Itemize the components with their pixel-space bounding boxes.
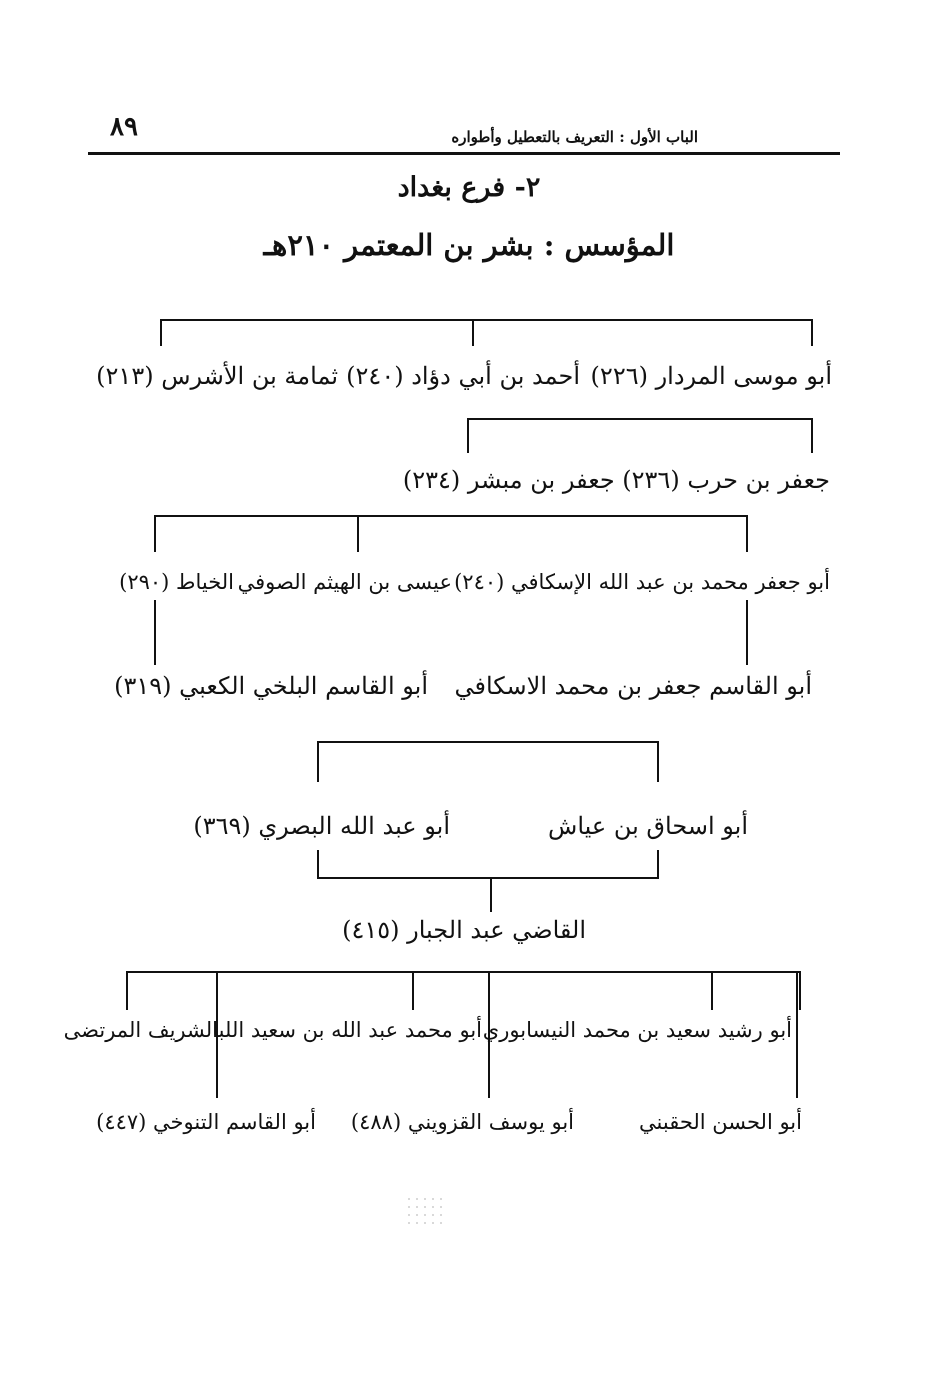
scan-speckle [405,1195,445,1225]
name-abu-musa-mirdar: أبو موسى المردار (٢٢٦) [590,362,832,390]
name-abu-abdullah-basri: أبو عبد الله البصري (٣٦٩) [193,812,450,840]
running-title: الباب الأول : التعريف بالتعطيل وأطواره [451,128,698,146]
name-jafar-harb-mubashir: جعفر بن حرب (٢٣٦) جعفر بن مبشر (٢٣٤) [402,466,830,494]
name-abu-qasim-tanukhi: أبو القاسم التنوخي (٤٤٧) [96,1110,316,1134]
bracket-gen5-top [318,742,658,782]
section-title: ٢- فرع بغداد [397,172,541,203]
name-abu-rashid-nisaburi: أبو رشيد سعيد بن محمد النيسابوري [482,1018,792,1042]
name-thumama-ibn-ashras: ثمامة بن الأشرس (٢١٣) [96,362,338,390]
bracket-gen5-bottom [318,850,658,912]
name-balkhi-kabi: أبو القاسم البلخي الكعبي (٣١٩) [114,672,428,700]
bracket-gen2 [468,419,812,453]
name-abul-hasan-haqbani: أبو الحسن الحقبني [639,1110,802,1134]
name-ahmad-ibn-abi-duad: أحمد بن أبي دؤاد (٢٤٠) [346,362,580,390]
name-abu-jafar-iskafi: أبو جعفر محمد بن عبد الله الإسكافي (٢٤٠) [454,570,830,594]
bracket-gen1 [161,320,812,346]
name-abu-ishaq-ibn-ayyash: أبو اسحاق بن عياش [548,812,748,840]
name-abu-yusuf-qazwini: أبو يوسف القزويني (٤٨٨) [350,1110,574,1134]
name-abu-qasim-iskafi: أبو القاسم جعفر بن محمد الاسكافي [454,672,812,700]
page-number: ٨٩ [110,112,138,142]
name-sharif-murtada: الشريف المرتضى [63,1018,218,1042]
name-qadi-abd-al-jabbar: القاضي عبد الجبار (٤١٥) [342,916,586,944]
bracket-gen3 [155,516,747,552]
founder-title: المؤسس : بشر بن المعتمر ٢١٠هـ [263,228,675,262]
name-isa-ibn-haytham: عيسى بن الهيثم الصوفي [237,570,452,594]
name-khayyat: الخياط (٢٩٠) [119,570,234,594]
name-abu-muhammad-ibn-said: أبو محمد عبد الله بن سعيد اللبا [212,1018,482,1042]
